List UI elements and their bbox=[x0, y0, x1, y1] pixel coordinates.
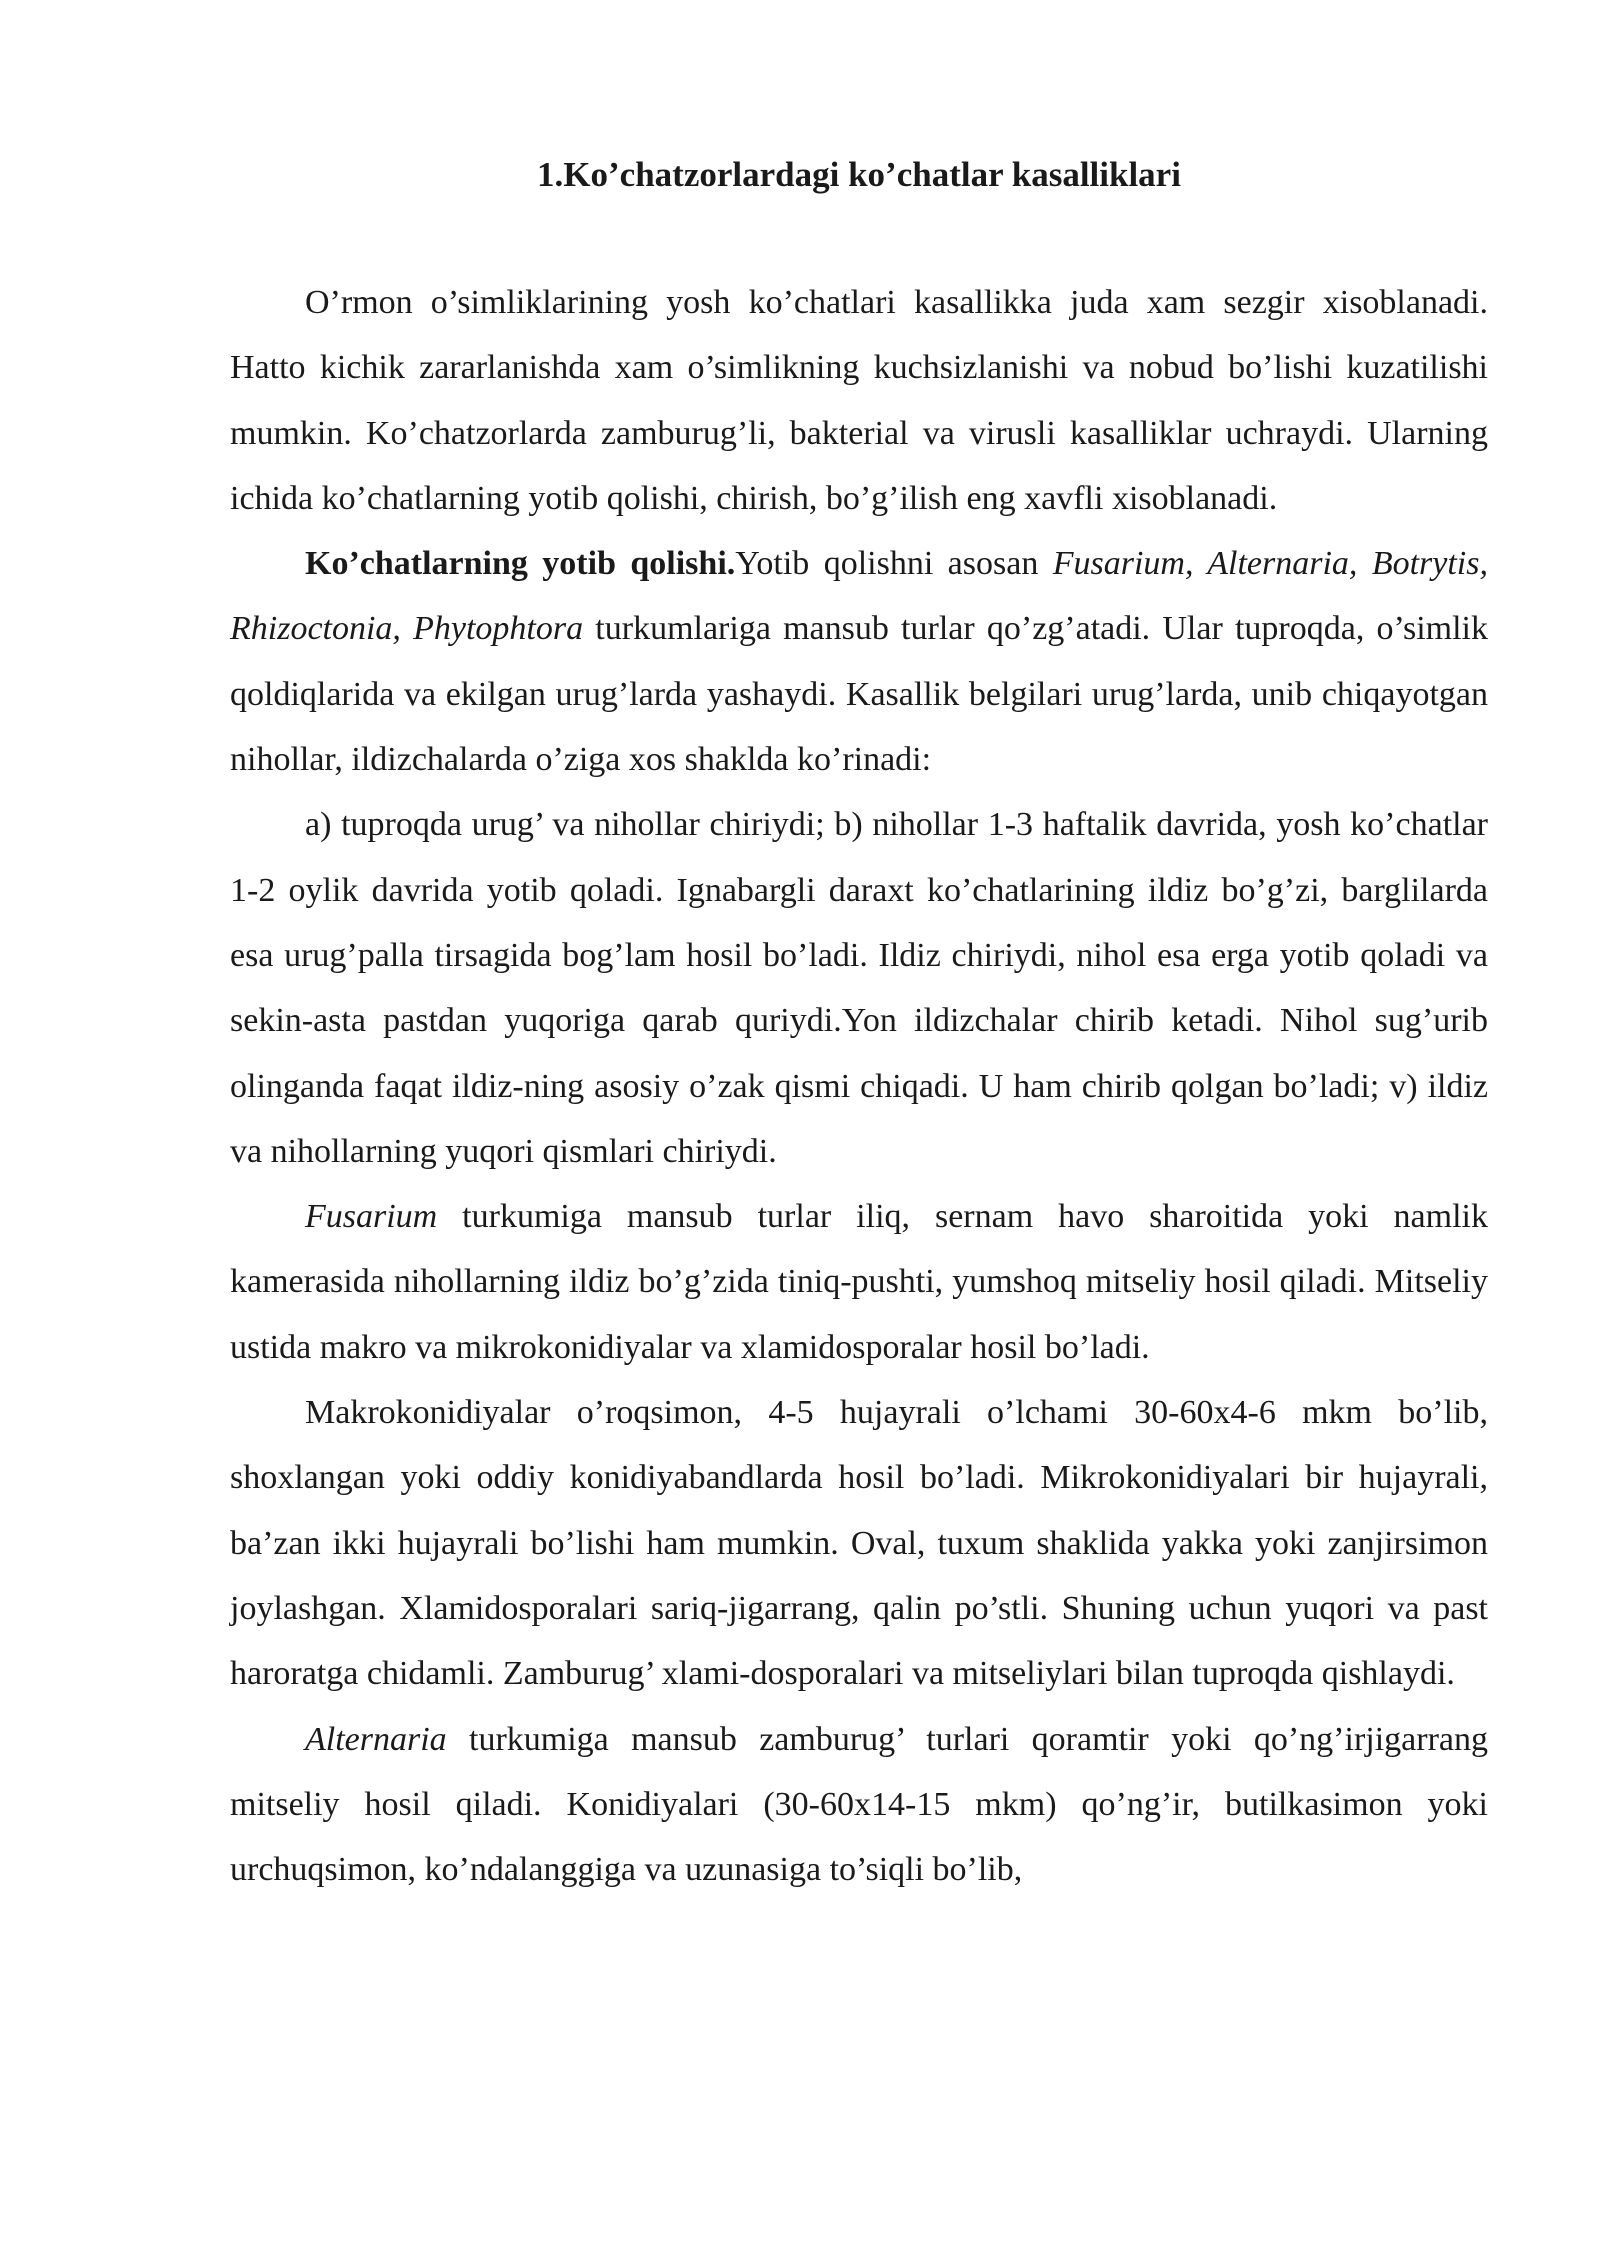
paragraph-fusarium-text: turkumiga mansub turlar iliq, sernam havo sharoitida yoki namlik kamerasida nihollarning ildiz bo’g’zida tiniq-pushti, yumshoq mitseliy hosil qiladi. Mitseliy ustida makro va mikrokonidiyalar va xlamidosporalar hosil bo’ladi. bbox=[230, 1198, 1488, 1366]
paragraph-symptoms: a) tuproqda urug’ va nihollar chiriydi; b) nihollar 1-3 haftalik davrida, yosh ko’chatlar 1-2 oylik davrida yotib qoladi. Ignabargli daraxt ko’chatlarining ildiz bo’g’zi, barglilarda esa urug’palla tirsagida bog’lam hosil bo’ladi. Ildiz chiriydi, nihol esa erga yotib qoladi va sekin-asta pastdan yuqoriga qarab quriydi.Yon ildizchalar chirib ketadi. Nihol sug’urib olinganda faqat ildiz-ning asosiy o’zak qismi chiqadi. U ham chirib qolgan bo’ladi; v) ildiz va nihollarning yuqori qismlari chiriydi. bbox=[230, 806, 1488, 1170]
genus-alternaria: Alternaria bbox=[305, 1720, 447, 1758]
paragraph-fusarium bbox=[230, 1184, 1488, 1380]
paragraph-lodging bbox=[230, 531, 1488, 792]
genus-fusarium: Fusarium bbox=[305, 1198, 438, 1236]
paragraph-lodging-text-1: Yotib qolishni asosan bbox=[735, 545, 1053, 583]
document-page bbox=[230, 150, 1488, 1902]
paragraph-alternaria bbox=[230, 1707, 1488, 1903]
paragraph-macroconidia: Makrokonidiyalar o’roqsimon, 4-5 hujayrali o’lchami 30-60x4-6 mkm bo’lib, shoxlangan yoki oddiy konidiyabandlarda hosil bo’ladi. Mikrokonidiyalari bir hujayrali, ba’zan ikki hujayrali bo’lishi ham mumkin. Oval, tuxum shaklida yakka yoki zanjirsimon joylashgan. Xlamidosporalari sariq-jigarrang, qalin po’stli. Shuning uchun yuqori va past haroratga chidamli. Zamburug’ xlami-dosporalari va mitseliylari bilan tuproqda qishlaydi. bbox=[230, 1394, 1488, 1693]
document-title: 1.Ko’chatzorlardagi ko’chatlar kasalliklari bbox=[537, 155, 1181, 194]
paragraph-intro: O’rmon o’simliklarining yosh ko’chatlari kasallikka juda xam sezgir xisoblanadi. Hatto kichik zararlanishda xam o’simlikning kuchsizlanishi va nobud bo’lishi kuzatilishi mumkin. Ko’chatzorlarda zamburug’li, bakterial va virusli kasalliklar uchraydi. Ularning ichida ko’chatlarning yotib qolishi, chirish, bo’g’ilish eng xavfli xisoblanadi. bbox=[230, 284, 1488, 517]
paragraph-lodging-text-2: turkumlariga mansub turlar qo’zg’atadi. Ular tuproqda, o’simlik qoldiqlarida va ekilgan urug’larda yashaydi. Kasallik belgilari urug’larda, unib chiqayotgan nihollar, ildizchalarda o’ziga xos shaklda ko’rinadi: bbox=[230, 610, 1488, 779]
section-heading-lodging: Ko’chatlarning yotib qolishi. bbox=[305, 545, 736, 583]
paragraph-alternaria-text: turkumiga mansub zamburug’ turlari qoramtir yoki qo’ng’irjigarrang mitseliy hosil qiladi. Konidiyalari (30-60x14-15 mkm) qo’ng’ir, butilkasimon yoki urchuqsimon, ko’ndalanggiga va uzunasiga to’siqli bo’lib, bbox=[230, 1720, 1488, 1889]
pathogen-genera-list: Fusarium, Alternaria, Botrytis, Rhizoctonia, Phytophtora bbox=[230, 545, 1488, 648]
